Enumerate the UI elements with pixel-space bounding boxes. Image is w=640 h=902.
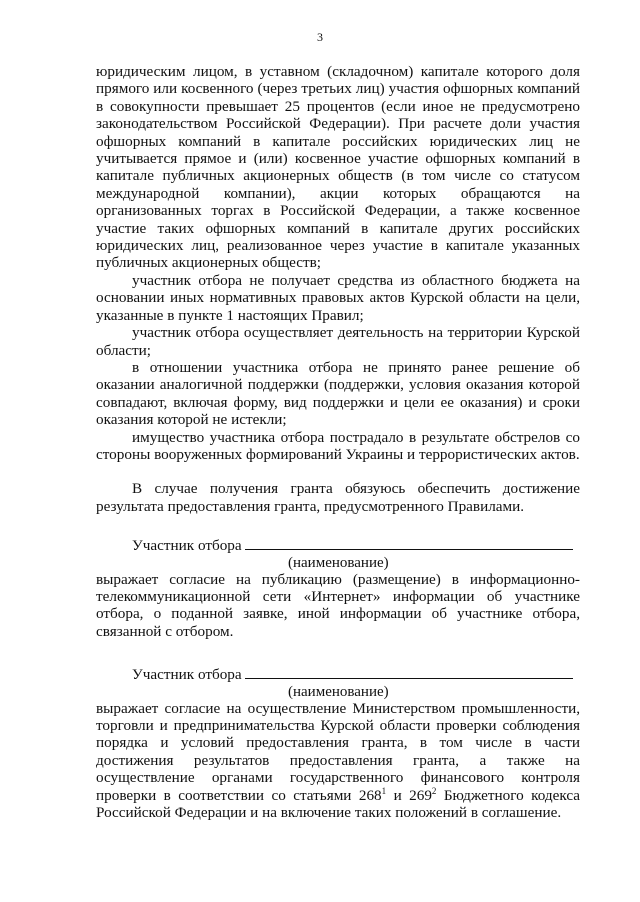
article-superscript: 2: [431, 785, 437, 796]
page-number: 3: [317, 30, 323, 44]
signature-label: Участник отбора: [132, 537, 242, 555]
signature-blank-field[interactable]: [245, 664, 573, 679]
paragraph-property-damaged: имущество участника отбора пострадало в результате обстрелов со стороны вооруженных формирований Украины и террористических актов.: [96, 428, 580, 463]
signature-label: Участник отбора: [132, 666, 242, 684]
consent-inspection-text: [96, 700, 580, 822]
article-number: 268: [358, 786, 382, 804]
consent-inspection-end: Бюджетного кодекса Российской Федерации и на включение таких положений в соглашение.: [96, 786, 581, 822]
article-superscript: 1: [381, 785, 387, 796]
paragraph-no-regional-funds: участник отбора не получает средства из областного бюджета на основании иных нормативных правовых актов Курской области на цели, указанные в пункте 1 настоящих Правил;: [96, 271, 580, 324]
paragraph-offshore-criteria: юридическим лицом, в уставном (складочном) капитале которого доля прямого или косвенного (через третьих лиц) участия офшорных компаний в совокупности превышает 25 процентов (если иное не предусмотрено законодательством Российской Федерации). При расчете доли участия офшорных компаний в капитале российских юридических лиц не учитывается прямое и (или) косвенное участие офшорных компаний в капитале публичных акционерных обществ (в том числе со статусом международной компании), акции которых обращаются на организованных торгах в Российской Федерации, а также косвенное участие таких офшорных компаний в капитале других российских юридических лиц, реализованное через участие в капитале указанных публичных акционерных обществ;: [96, 63, 580, 272]
paragraph-grant-commitment: В случае получения гранта обязуюсь обеспечить достижение результата предоставления гранта, предусмотренного Правилами.: [96, 480, 580, 515]
signature-caption: (наименование): [288, 683, 389, 700]
signature-blank-field[interactable]: [245, 535, 573, 550]
signature-line-2: [96, 664, 580, 683]
paragraph-no-prior-support: в отношении участника отбора не принято ранее решение об оказании аналогичной поддержки (поддержки, условия оказания которой совпадают, включая форму, вид поддержки и цели ее оказания) и сроки оказания которой не истекли;: [96, 358, 580, 429]
document-body: [96, 63, 580, 821]
paragraph-kursk-activity: участник отбора осуществляет деятельность на территории Курской области;: [96, 324, 580, 359]
consent-inspection-start: выражает согласие на осуществление Министерством промышленности, торговли и предпринимательства Курской области проверки соблюдения порядка и условий предоставления гранта, в том числе в части достижения результатов предоставления гранта, а также на осуществление органами государственного финансового контроля проверки в соответствии со статьями: [96, 699, 580, 804]
consent-publication-text: выражает согласие на публикацию (размещение) в информационно-телекоммуникационной сети «Интернет» информации об участнике отбора, о поданной заявке, иной информации об участнике отбора, связанной с отбором.: [96, 570, 580, 640]
signature-line-1: [96, 535, 580, 554]
article-number: 269: [409, 786, 432, 804]
signature-caption: (наименование): [288, 554, 389, 571]
conjunction: и: [393, 786, 402, 804]
